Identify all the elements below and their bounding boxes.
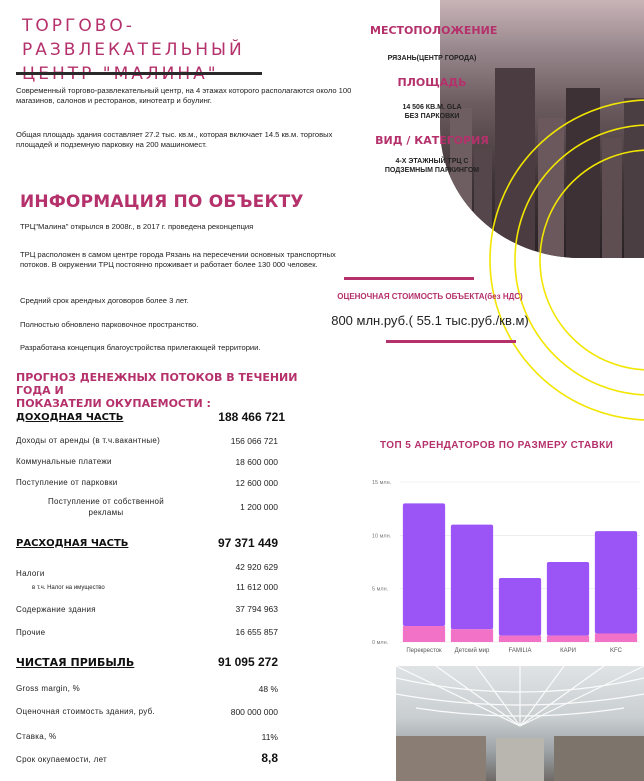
income-row-4-label-line2: рекламы xyxy=(88,508,124,517)
expense-value: 97 371 449 xyxy=(217,536,278,550)
income-row-4-value: 1 200 000 xyxy=(240,502,278,512)
expense-row-1-value: 42 920 629 xyxy=(235,562,278,572)
chart-bar-upper xyxy=(403,503,445,626)
chart-bar-lower xyxy=(499,636,541,642)
chart-bar-lower xyxy=(595,633,637,642)
info-paragraph-1: ТРЦ"Малина" открылся в 2008г., в 2017 г. проведена реконцепция xyxy=(20,222,254,231)
chart-bar-upper xyxy=(595,531,637,633)
area-value-line2: БЕЗ ПАРКОВКИ xyxy=(404,113,460,120)
area-label: ПЛОЩАДЬ xyxy=(397,76,467,89)
mall-interior-photo xyxy=(396,666,644,781)
kpi-row-1-value: 48 % xyxy=(258,684,278,694)
info-heading: ИНФОРМАЦИЯ ПО ОБЪЕКТУ xyxy=(20,192,304,212)
area-value xyxy=(370,103,494,121)
info-paragraph-5: Разработана концепция благоустройства прилегающей территории. xyxy=(20,343,261,352)
info-paragraph-2: ТРЦ расположен в самом центре города Рязань на пересечении основных транспортных потоков. В окружении ТРЦ постоянно проживает и работает более 130 000 человек. xyxy=(20,250,336,269)
kpi-row-3-label: Ставка, % xyxy=(16,732,57,741)
chart-category-label: FAMILIA xyxy=(508,648,532,654)
forecast-heading-line2: ПОКАЗАТЕЛИ ОКУПАЕМОСТИ : xyxy=(16,397,211,410)
page-title xyxy=(22,14,352,86)
income-row-2-label: Коммунальные платежи xyxy=(16,457,112,466)
chart-category-label: KFC xyxy=(610,648,622,654)
chart-bar-lower xyxy=(451,629,493,642)
profit-value: 91 095 272 xyxy=(217,655,278,669)
chart-bar-upper xyxy=(547,562,589,636)
chart-category-label: Перекресток xyxy=(406,648,442,654)
page-title-line1: ТОРГОВО-РАЗВЛЕКАТЕЛЬНЫЙ xyxy=(22,16,245,60)
income-row-3-value: 12 600 000 xyxy=(235,478,278,488)
location-label: МЕСТОПОЛОЖЕНИЕ xyxy=(370,24,498,37)
chart-bar-upper xyxy=(451,525,493,630)
kpi-row-4-value: 8,8 xyxy=(261,751,278,765)
income-value: 188 466 721 xyxy=(218,410,285,424)
expense-row-4-label: Прочие xyxy=(16,628,46,637)
forecast-heading-line1: ПРОГНОЗ ДЕНЕЖНЫХ ПОТОКОВ В ТЕЧЕНИИ ГОДА И xyxy=(16,371,298,397)
expense-row-1-label: Налоги xyxy=(16,569,45,578)
kpi-row-3-value: 11% xyxy=(261,732,278,742)
kpi-row-2-value: 800 000 000 xyxy=(230,707,278,717)
forecast-heading xyxy=(16,371,316,410)
chart-y-tick-label: 15 млн. xyxy=(372,480,392,486)
expense-row-3-value: 37 794 963 xyxy=(235,604,278,614)
chart-y-tick-label: 5 млн. xyxy=(372,586,389,593)
info-paragraph-4: Полностью обновлено парковочное пространство. xyxy=(20,320,199,329)
expense-label: РАСХОДНАЯ ЧАСТЬ xyxy=(16,538,129,549)
type-value xyxy=(370,157,494,175)
income-label: ДОХОДНАЯ ЧАСТЬ xyxy=(16,412,124,423)
chart-bar-lower xyxy=(547,636,589,642)
income-row-1-value: 156 066 721 xyxy=(230,436,278,446)
income-row-4-label xyxy=(16,496,196,518)
valuation-value: 800 млн.руб.( 55.1 тыс.руб./кв.м) xyxy=(331,313,529,328)
intro-paragraph-1: Современный торгово-развлекательный центр, на 4 этажах которого располагаются около 100 магазинов, салонов и ресторанов, кинотеатр и боулинг. xyxy=(16,86,352,105)
valuation-divider-top xyxy=(344,277,474,280)
type-value-line1: 4-Х ЭТАЖНЫЙ ТРЦ С xyxy=(395,158,469,165)
expense-row-4-value: 16 655 857 xyxy=(235,627,278,637)
profit-label: ЧИСТАЯ ПРИБЫЛЬ xyxy=(16,656,135,669)
info-paragraph-3: Средний срок арендных договоров более 3 лет. xyxy=(20,296,189,305)
location-value: РЯЗАНЬ(ЦЕНТР ГОРОДА) xyxy=(387,55,477,62)
kpi-row-2-label: Оценочная стоимость здания, руб. xyxy=(16,707,156,716)
area-value-line1: 14 506 КВ.М. GLA xyxy=(402,104,462,111)
chart-bar-lower xyxy=(403,626,445,642)
chart-y-tick-label: 0 млн. xyxy=(372,640,389,646)
valuation-label: ОЦЕНОЧНАЯ СТОИМОСТЬ ОБЪЕКТА(без НДС) xyxy=(337,292,523,301)
expense-row-3-label: Содержание здания xyxy=(16,605,96,614)
chart-category-label: Детский мир xyxy=(454,648,490,654)
kpi-row-4-label: Срок окупаемости, лет xyxy=(16,755,108,764)
type-label: ВИД / КАТЕГОРИЯ xyxy=(375,134,489,147)
type-value-line2: ПОДЗЕМНЫМ ПАРКИНГОМ xyxy=(384,167,480,174)
valuation-divider-bottom xyxy=(386,340,516,343)
tenants-bar-chart xyxy=(364,470,644,660)
intro-paragraph-2: Общая площадь здания составляет 27.2 тыс. кв.м., которая включает 14.5 кв.м. торговых площадей и подземную парковку на 200 машиномест. xyxy=(16,130,333,149)
expense-row-2-value: 11 612 000 xyxy=(236,582,278,592)
decorative-arcs xyxy=(440,40,644,440)
income-row-3-label: Поступление от парковки xyxy=(16,478,118,487)
title-divider xyxy=(16,72,262,75)
income-row-2-value: 18 600 000 xyxy=(235,457,278,467)
chart-y-tick-label: 10 млн. xyxy=(372,533,392,540)
income-row-4-label-line1: Поступление от собственной xyxy=(48,497,164,506)
chart-title: ТОП 5 АРЕНДАТОРОВ ПО РАЗМЕРУ СТАВКИ xyxy=(380,440,614,451)
kpi-row-1-label: Gross margin, % xyxy=(16,684,81,693)
chart-bar-upper xyxy=(499,578,541,636)
income-row-1-label: Доходы от аренды (в т.ч.вакантные) xyxy=(16,436,161,445)
expense-row-2-label: в т.ч. Налог на имущество xyxy=(32,585,105,591)
chart-category-label: КАРИ xyxy=(560,648,576,654)
